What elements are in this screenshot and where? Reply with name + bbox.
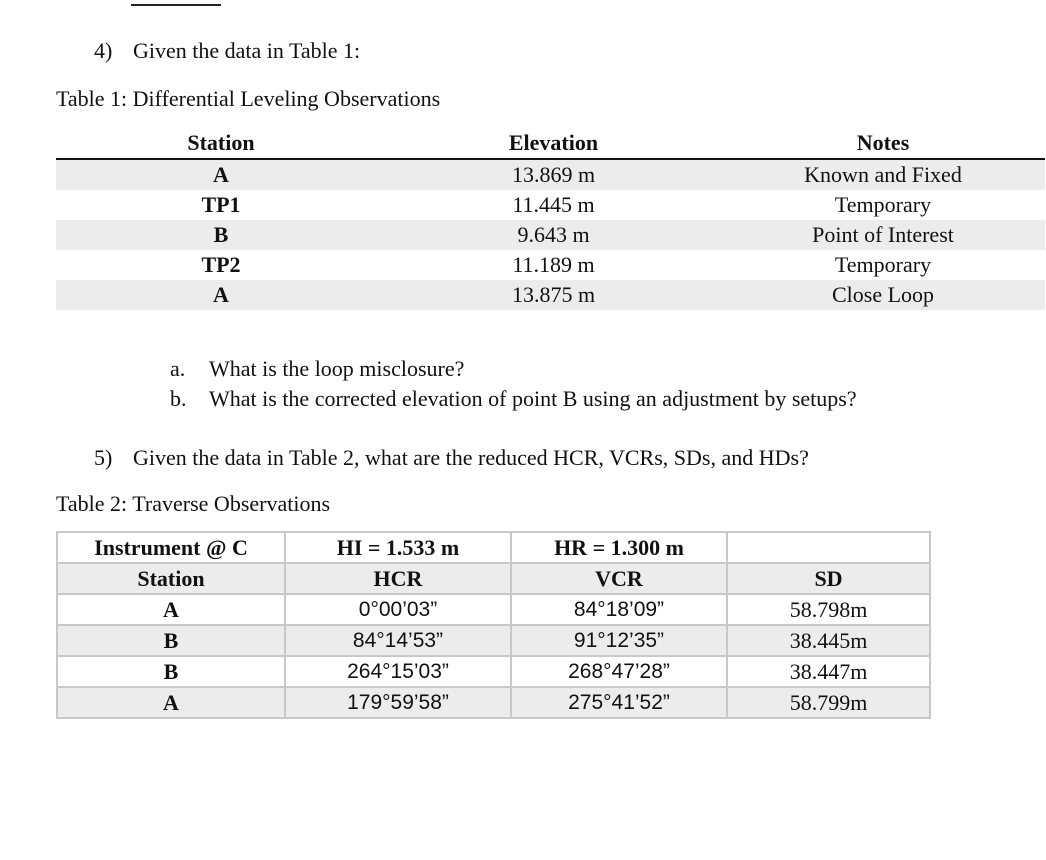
station-cell: A xyxy=(56,280,386,310)
station-cell: B xyxy=(56,220,386,250)
vcr-cell: 84°18’09” xyxy=(511,594,727,625)
vcr-cell: 268°47’28” xyxy=(511,656,727,687)
header-notes: Notes xyxy=(721,128,1045,159)
table1-header-row xyxy=(56,128,1045,159)
top-rule xyxy=(131,4,221,6)
instrument-row xyxy=(57,532,930,563)
q4-text: Given the data in Table 1: xyxy=(133,38,361,63)
header-elevation: Elevation xyxy=(386,128,721,159)
sub-question-a: What is the loop misclosure? xyxy=(209,356,465,381)
sd-cell: 38.445m xyxy=(727,625,930,656)
station-cell: B xyxy=(57,625,285,656)
vcr-cell: 91°12’35” xyxy=(511,625,727,656)
vcr-cell: 275°41’52” xyxy=(511,687,727,718)
hcr-cell: 84°14’53” xyxy=(285,625,511,656)
table1-caption: Table 1: Differential Leveling Observations xyxy=(56,86,441,111)
hr-cell: HR = 1.300 m xyxy=(511,532,727,563)
hcr-cell: 0°00’03” xyxy=(285,594,511,625)
elevation-cell: 9.643 m xyxy=(386,220,721,250)
q4-number: 4) xyxy=(94,38,113,63)
notes-cell: Temporary xyxy=(834,252,932,277)
notes-cell: Known and Fixed xyxy=(721,159,1045,190)
sub-question-b: What is the corrected elevation of point B using an adjustment by setups? xyxy=(209,386,857,411)
table-row xyxy=(57,594,930,625)
elevation-cell: 11.445 m xyxy=(512,192,595,217)
table2-header-row xyxy=(57,563,930,594)
sd-cell: 58.798m xyxy=(727,594,930,625)
sub-b-label: b. xyxy=(170,386,187,411)
station-cell: A xyxy=(56,159,386,190)
table-row xyxy=(56,159,1045,190)
notes-cell: Temporary xyxy=(834,192,932,217)
leveling-table xyxy=(56,128,1045,310)
sd-cell: 38.447m xyxy=(727,656,930,687)
q5-text: Given the data in Table 2, what are the reduced HCR, VCRs, SDs, and HDs? xyxy=(133,445,809,470)
station-cell: TP2 xyxy=(201,252,241,277)
instrument-cell: Instrument @ C xyxy=(57,532,285,563)
station-cell: TP1 xyxy=(201,192,241,217)
station-cell: A xyxy=(57,594,285,625)
sub-a-label: a. xyxy=(170,356,186,381)
notes-cell: Close Loop xyxy=(721,280,1045,310)
header-station: Station xyxy=(56,128,386,159)
table2-caption: Table 2: Traverse Observations xyxy=(56,491,331,516)
table-row xyxy=(57,656,930,687)
header-sd: SD xyxy=(727,563,930,594)
sd-cell: 58.799m xyxy=(727,687,930,718)
table-row xyxy=(56,280,1045,310)
elevation-cell: 13.869 m xyxy=(386,159,721,190)
notes-cell: Point of Interest xyxy=(721,220,1045,250)
table-row xyxy=(57,625,930,656)
table-row xyxy=(56,220,1045,250)
station-cell: A xyxy=(57,687,285,718)
station-cell: B xyxy=(57,656,285,687)
elevation-cell: 13.875 m xyxy=(386,280,721,310)
hcr-cell: 264°15’03” xyxy=(285,656,511,687)
header-hcr: HCR xyxy=(285,563,511,594)
table-row xyxy=(57,687,930,718)
hi-cell: HI = 1.533 m xyxy=(285,532,511,563)
hcr-cell: 179°59’58” xyxy=(285,687,511,718)
table-row xyxy=(56,250,1045,280)
header-vcr: VCR xyxy=(511,563,727,594)
empty-cell xyxy=(727,532,930,563)
table-row xyxy=(56,190,1045,220)
q5-number: 5) xyxy=(94,445,113,470)
header-station: Station xyxy=(57,563,285,594)
traverse-table xyxy=(56,531,931,719)
elevation-cell: 11.189 m xyxy=(512,252,595,277)
